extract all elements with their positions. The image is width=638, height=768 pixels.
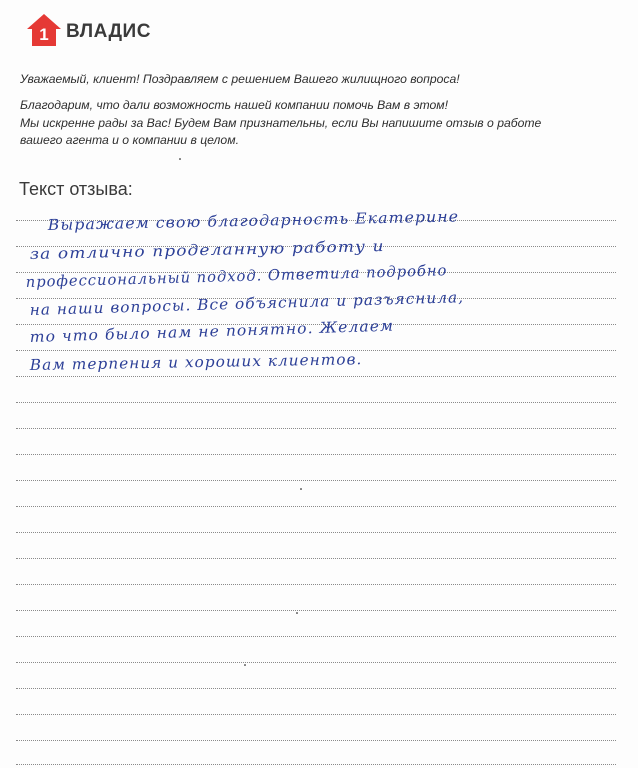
logo-wordmark: ВЛАДИС [66, 21, 151, 42]
writing-line [16, 376, 616, 377]
writing-line [16, 688, 616, 689]
scan-speck [300, 488, 302, 490]
writing-line [16, 636, 616, 637]
writing-line [16, 714, 616, 715]
writing-line [16, 506, 616, 507]
writing-line [16, 480, 616, 481]
writing-line [16, 662, 616, 663]
handwritten-line: Вам терпения и хороших клиентов. [29, 350, 363, 374]
scan-speck [244, 664, 246, 666]
review-heading: Текст отзыва: [19, 179, 133, 199]
writing-line [16, 740, 616, 741]
greeting-line: Уважаемый, клиент! Поздравляем с решением Вашего жилищного вопроса! [20, 72, 460, 86]
writing-line [16, 402, 616, 403]
writing-line [16, 764, 616, 765]
scan-speck [296, 612, 298, 614]
writing-line [16, 532, 616, 533]
thanks-line-2: Мы искренне рады за Вас! Будем Вам признательны, если Вы напишите отзыв о работе [20, 115, 542, 130]
handwritten-line: Выражаем свою благодарность Екатерине [47, 207, 460, 234]
writing-line [16, 610, 616, 611]
handwritten-line: то что было нам не понятно. Желаем [29, 316, 395, 346]
logo-badge-text: 1 [39, 25, 49, 44]
thanks-line-1: Благодарим, что дали возможность нашей компании помочь Вам в этом! [20, 98, 449, 112]
handwritten-line: на наши вопросы. Все объяснила и разъяснила, [29, 288, 465, 319]
thanks-line-3: вашего агента и о компании в целом. [20, 133, 239, 147]
handwritten-line: за отлично проделанную работу и [29, 236, 385, 263]
writing-lines [16, 0, 616, 768]
writing-line [16, 454, 616, 455]
handwritten-line: профессиональный подход. Ответила подробно [25, 261, 448, 291]
writing-line [16, 428, 616, 429]
writing-line [16, 558, 616, 559]
writing-line [16, 584, 616, 585]
